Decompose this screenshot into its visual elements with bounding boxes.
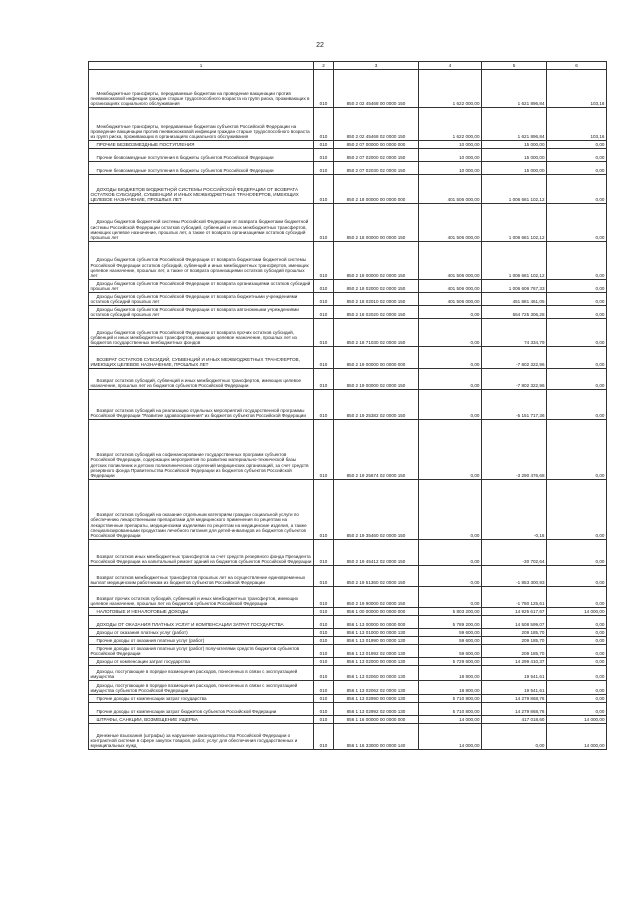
row-name: Межбюджетные трансферты, передаваемые бюджетам субъектов Российской Федерации на проведение вакцинации против пневмококковой инфекции граждан старше трудоспособного возраста из групп риска, проживающих в организациях социального обслуживания <box>89 107 314 140</box>
row-executed-amount: -30 702,64 <box>482 539 547 565</box>
row-admin-code: 010 <box>314 715 334 723</box>
row-approved-amount: 401 506 000,00 <box>419 203 482 241</box>
row-admin-code: 010 <box>314 368 334 389</box>
row-executed-amount: 19 541,61 <box>482 665 547 680</box>
table-row <box>89 657 607 665</box>
row-name: Доходы, поступающие в порядке возмещения расходов, понесенных в связи с эксплуатацией имущества <box>89 665 314 680</box>
row-remaining-amount: 0,00 <box>547 174 607 203</box>
row-budget-code: 850 2 02 45468 02 0000 150 <box>334 107 419 140</box>
row-remaining-amount: 0,00 <box>547 305 607 318</box>
row-executed-amount: 1 621 896,84 <box>482 69 547 107</box>
row-name: Прочие безвозмездные поступления в бюджеты субъектов Российской Федерации <box>89 148 314 161</box>
row-name: Доходы бюджетов субъектов Российской Федерации от возврата прочих остатков субсидий, субвенций и иных межбюджетных трансфертов, имеющих целевое назначение, прошлых лет из бюджетов государственных внебюджетных фондов <box>89 318 314 346</box>
row-executed-amount: 417 018,60 <box>482 715 547 723</box>
row-budget-code: 850 2 18 02000 02 0000 150 <box>334 279 419 292</box>
row-remaining-amount: 0,00 <box>547 346 607 368</box>
table-row <box>89 680 607 694</box>
row-executed-amount: 74 334,79 <box>482 318 547 346</box>
row-budget-code: 850 2 07 02030 02 0000 150 <box>334 161 419 174</box>
row-budget-code: 856 1 16 00000 00 0000 000 <box>334 715 419 723</box>
row-remaining-amount: 0,00 <box>547 161 607 174</box>
row-budget-code: 856 1 13 02060 00 0000 130 <box>334 665 419 680</box>
row-admin-code: 010 <box>314 644 334 657</box>
row-budget-code: 850 2 19 00000 02 0000 150 <box>334 368 419 389</box>
row-name: Прочие доходы от компенсации затрат государства <box>89 694 314 702</box>
row-budget-code: 850 2 18 71030 02 0000 150 <box>334 318 419 346</box>
table-row <box>89 628 607 636</box>
table-row <box>89 419 607 479</box>
row-remaining-amount: 0,00 <box>547 565 607 586</box>
row-remaining-amount: 0,00 <box>547 657 607 665</box>
row-name: Прочие доходы от компенсации затрат бюджетов субъектов Российской Федерации <box>89 702 314 715</box>
row-executed-amount: 14 299 410,37 <box>482 657 547 665</box>
row-admin-code: 010 <box>314 479 334 539</box>
row-budget-code: 850 2 07 00000 00 0000 000 <box>334 140 419 148</box>
table-row <box>89 694 607 702</box>
column-number-row <box>89 62 607 70</box>
row-budget-code: 850 2 18 02020 02 0000 150 <box>334 305 419 318</box>
row-remaining-amount: 0,00 <box>547 680 607 694</box>
row-admin-code: 010 <box>314 539 334 565</box>
row-approved-amount: 5 789 200,00 <box>419 615 482 628</box>
row-admin-code: 010 <box>314 419 334 479</box>
row-admin-code: 010 <box>314 69 334 107</box>
row-name: ДОХОДЫ ОТ ОКАЗАНИЯ ПЛАТНЫХ УСЛУГ И КОМПЕНСАЦИИ ЗАТРАТ ГОСУДАРСТВА <box>89 615 314 628</box>
row-approved-amount: 10 000,00 <box>419 140 482 148</box>
row-remaining-amount: 103,16 <box>547 69 607 107</box>
row-admin-code: 010 <box>314 615 334 628</box>
table-row <box>89 368 607 389</box>
row-budget-code: 850 2 19 45412 02 0000 150 <box>334 539 419 565</box>
table-row <box>89 665 607 680</box>
row-budget-code: 850 2 18 00000 02 0000 150 <box>334 241 419 279</box>
row-remaining-amount: 0,00 <box>547 318 607 346</box>
row-budget-code: 850 2 19 51360 02 0000 150 <box>334 565 419 586</box>
row-admin-code: 010 <box>314 174 334 203</box>
row-executed-amount: 554 725 306,28 <box>482 305 547 318</box>
row-remaining-amount: 0,00 <box>547 292 607 305</box>
row-executed-amount: -5 151 717,36 <box>482 389 547 419</box>
table-row <box>89 636 607 644</box>
row-admin-code: 010 <box>314 161 334 174</box>
row-remaining-amount: 0,00 <box>547 241 607 279</box>
row-admin-code: 010 <box>314 305 334 318</box>
row-approved-amount: 0,00 <box>419 389 482 419</box>
row-approved-amount: 1 622 000,00 <box>419 107 482 140</box>
row-approved-amount: 5 729 600,00 <box>419 657 482 665</box>
row-remaining-amount: 0,00 <box>547 140 607 148</box>
row-executed-amount: 14 279 868,76 <box>482 702 547 715</box>
row-name: Прочие безвозмездные поступления в бюджеты субъектов Российской Федерации <box>89 161 314 174</box>
row-remaining-amount: 0,00 <box>547 615 607 628</box>
row-executed-amount: 209 185,70 <box>482 636 547 644</box>
row-budget-code: 850 2 02 45468 00 0000 150 <box>334 69 419 107</box>
row-name: Доходы бюджетов субъектов Российской Федерации от возврата бюджетными учреждениями остатков субсидий прошлых лет <box>89 292 314 305</box>
row-remaining-amount: 0,00 <box>547 148 607 161</box>
row-admin-code: 010 <box>314 586 334 607</box>
row-remaining-amount: 0,00 <box>547 368 607 389</box>
row-approved-amount: 0,00 <box>419 368 482 389</box>
revenue-table <box>88 61 607 750</box>
row-admin-code: 010 <box>314 565 334 586</box>
row-executed-amount: 14 279 868,76 <box>482 694 547 702</box>
row-admin-code: 010 <box>314 680 334 694</box>
row-approved-amount: 0,00 <box>419 419 482 479</box>
row-remaining-amount: 0,00 <box>547 636 607 644</box>
row-approved-amount: 14 000,00 <box>419 715 482 723</box>
row-name: ВОЗВРАТ ОСТАТКОВ СУБСИДИЙ, СУБВЕНЦИЙ И ИНЫХ МЕЖБЮДЖЕТНЫХ ТРАНСФЕРТОВ, ИМЕЮЩИХ ЦЕЛЕВОЕ НАЗНАЧЕНИЕ, ПРОШЛЫХ ЛЕТ <box>89 346 314 368</box>
table-row <box>89 148 607 161</box>
table-row <box>89 389 607 419</box>
row-name: ПРОЧИЕ БЕЗВОЗМЕЗДНЫЕ ПОСТУПЛЕНИЯ <box>89 140 314 148</box>
row-executed-amount: 1 006 681 102,12 <box>482 203 547 241</box>
row-executed-amount: 209 185,70 <box>482 628 547 636</box>
row-budget-code: 856 1 13 00000 00 0000 000 <box>334 615 419 628</box>
column-number: 1 <box>89 62 314 70</box>
row-name: Доходы бюджетов субъектов Российской Федерации от возврата организациями остатков субсидий прошлых лет <box>89 279 314 292</box>
row-executed-amount: 14 508 599,07 <box>482 615 547 628</box>
row-admin-code: 010 <box>314 389 334 419</box>
row-remaining-amount: 0,00 <box>547 419 607 479</box>
row-name: ШТРАФЫ, САНКЦИИ, ВОЗМЕЩЕНИЕ УЩЕРБА <box>89 715 314 723</box>
row-approved-amount: 0,00 <box>419 565 482 586</box>
row-name: Возврат остатков субсидий на реализацию отдельных мероприятий государственной программы Российской Федерации "Развитие здравоохранения" из бюджетов субъектов Российской Федерации <box>89 389 314 419</box>
column-number: 3 <box>334 62 419 70</box>
row-approved-amount: 0,00 <box>419 479 482 539</box>
row-admin-code: 010 <box>314 694 334 702</box>
column-number: 4 <box>419 62 482 70</box>
row-executed-amount: 1 621 896,84 <box>482 107 547 140</box>
row-approved-amount: 59 600,00 <box>419 628 482 636</box>
row-remaining-amount: 0,00 <box>547 628 607 636</box>
row-remaining-amount: 0,00 <box>547 479 607 539</box>
column-number: 2 <box>314 62 334 70</box>
row-executed-amount: 15 000,00 <box>482 140 547 148</box>
table-row <box>89 203 607 241</box>
row-approved-amount: 5 803 200,00 <box>419 607 482 615</box>
row-executed-amount: 15 000,00 <box>482 148 547 161</box>
row-admin-code: 010 <box>314 279 334 292</box>
row-executed-amount: 0,00 <box>482 723 547 749</box>
row-name: Прочие доходы от оказания платных услуг (работ) <box>89 636 314 644</box>
row-admin-code: 010 <box>314 346 334 368</box>
row-executed-amount: 14 925 617,67 <box>482 607 547 615</box>
row-executed-amount: -1 853 300,93 <box>482 565 547 586</box>
row-name: Возврат прочих остатков субсидий, субвенций и иных межбюджетных трансфертов, имеющих целевое назначение, прошлых лет из бюджетов субъектов Российской Федерации <box>89 586 314 607</box>
row-budget-code: 856 1 16 33000 00 0000 140 <box>334 723 419 749</box>
table-row <box>89 346 607 368</box>
table-row <box>89 174 607 203</box>
row-admin-code: 010 <box>314 657 334 665</box>
table-row <box>89 615 607 628</box>
table-row <box>89 702 607 715</box>
table-row <box>89 161 607 174</box>
row-approved-amount: 5 710 800,00 <box>419 694 482 702</box>
table-row <box>89 140 607 148</box>
row-budget-code: 850 2 19 25382 02 0000 150 <box>334 389 419 419</box>
row-budget-code: 856 1 13 01992 02 0000 130 <box>334 644 419 657</box>
table-row <box>89 723 607 749</box>
row-admin-code: 010 <box>314 203 334 241</box>
row-name: Возврат остатков субсидий, субвенций и иных межбюджетных трансфертов, имеющих целевое назначение, прошлых лет из бюджетов субъектов Российской Федерации <box>89 368 314 389</box>
row-remaining-amount: 0,00 <box>547 389 607 419</box>
row-budget-code: 850 2 19 25674 02 0000 150 <box>334 419 419 479</box>
row-name: Доходы бюджетов бюджетной системы Российской Федерации от возврата бюджетами бюджетной системы Российской Федерации остатков субсидий, субвенций и иных межбюджетных трансфертов, имеющих целевое назначение, прошлых лет, а также от возврата организациями остатков субсидий прошлых лет <box>89 203 314 241</box>
table-row <box>89 318 607 346</box>
row-name: Возврат остатков субсидий на софинансирование государственных программ субъектов Российской Федерации, содержащих мероприятия по развитию материально-технической базы детских поликлиник и детских поликлинических отделений медицинских организаций, за счет средств резервного фонда Правительства Российской Федерации из бюджетов субъектов Российской Федерации <box>89 419 314 479</box>
row-budget-code: 850 2 19 00000 00 0000 000 <box>334 346 419 368</box>
table-row <box>89 241 607 279</box>
row-remaining-amount: 0,00 <box>547 539 607 565</box>
row-remaining-amount: 0,00 <box>547 279 607 292</box>
row-executed-amount: 19 541,61 <box>482 680 547 694</box>
row-name: Возврат остатков межбюджетных трансфертов прошлых лет на осуществление единовременных выплат медицинским работникам из бюджетов субъектов Российской Федерации <box>89 565 314 586</box>
row-name: Возврат остатков иных межбюджетных трансфертов за счет средств резервного фонда Президента Российской Федерации на капитальный ремонт зданий из бюджетов субъектов Российской Федерации <box>89 539 314 565</box>
row-admin-code: 010 <box>314 292 334 305</box>
row-name: Доходы от компенсации затрат государства <box>89 657 314 665</box>
table-row <box>89 479 607 539</box>
row-budget-code: 850 2 19 90000 02 0000 150 <box>334 586 419 607</box>
row-name: Денежные взыскания (штрафы) за нарушение законодательства Российской Федерации о контрактной системе в сфере закупок товаров, работ, услуг для обеспечения государственных и муниципальных нужд <box>89 723 314 749</box>
row-executed-amount: 209 185,70 <box>482 644 547 657</box>
row-approved-amount: 0,00 <box>419 586 482 607</box>
table-row <box>89 279 607 292</box>
row-admin-code: 010 <box>314 702 334 715</box>
row-remaining-amount: 103,16 <box>547 107 607 140</box>
row-executed-amount: -7 802 322,96 <box>482 368 547 389</box>
row-executed-amount: 1 006 606 767,33 <box>482 279 547 292</box>
row-admin-code: 010 <box>314 665 334 680</box>
row-executed-amount: 1 006 681 102,12 <box>482 241 547 279</box>
row-approved-amount: 18 800,00 <box>419 680 482 694</box>
table-row <box>89 305 607 318</box>
row-budget-code: 856 1 13 02000 00 0000 130 <box>334 657 419 665</box>
table-body <box>89 69 607 749</box>
row-budget-code: 850 2 18 00000 00 0000 000 <box>334 174 419 203</box>
row-executed-amount: 15 000,00 <box>482 161 547 174</box>
row-remaining-amount: 14 000,00 <box>547 607 607 615</box>
row-remaining-amount: 0,00 <box>547 694 607 702</box>
row-approved-amount: 401 506 000,00 <box>419 279 482 292</box>
row-remaining-amount: 0,00 <box>547 644 607 657</box>
row-name: Межбюджетные трансферты, передаваемые бюджетам на проведение вакцинации против пневмококковой инфекции граждан старше трудоспособного возраста из групп риска, проживающих в организациях социального обслуживания <box>89 69 314 107</box>
row-approved-amount: 10 000,00 <box>419 148 482 161</box>
row-admin-code: 010 <box>314 241 334 279</box>
row-approved-amount: 10 000,00 <box>419 161 482 174</box>
row-executed-amount: 1 006 681 102,12 <box>482 174 547 203</box>
table-row <box>89 107 607 140</box>
row-budget-code: 856 1 13 02062 02 0000 130 <box>334 680 419 694</box>
row-remaining-amount: 14 000,00 <box>547 715 607 723</box>
row-budget-code: 856 1 00 00000 00 0000 000 <box>334 607 419 615</box>
row-budget-code: 856 1 13 02992 02 0000 130 <box>334 702 419 715</box>
row-approved-amount: 5 710 800,00 <box>419 702 482 715</box>
row-admin-code: 010 <box>314 140 334 148</box>
row-approved-amount: 0,00 <box>419 305 482 318</box>
row-admin-code: 010 <box>314 318 334 346</box>
row-budget-code: 850 2 18 00000 00 0000 150 <box>334 203 419 241</box>
table-row <box>89 69 607 107</box>
table-row <box>89 292 607 305</box>
row-remaining-amount: 0,00 <box>547 702 607 715</box>
table-row <box>89 565 607 586</box>
row-name: ДОХОДЫ БЮДЖЕТОВ БЮДЖЕТНОЙ СИСТЕМЫ РОССИЙСКОЙ ФЕДЕРАЦИИ ОТ ВОЗВРАТА ОСТАТКОВ СУБСИДИЙ, СУБВЕНЦИЙ И ИНЫХ МЕЖБЮДЖЕТНЫХ ТРАНСФЕРТОВ, ИМЕЮЩИХ ЦЕЛЕВОЕ НАЗНАЧЕНИЕ, ПРОШЛЫХ ЛЕТ <box>89 174 314 203</box>
row-admin-code: 010 <box>314 723 334 749</box>
row-admin-code: 010 <box>314 636 334 644</box>
row-budget-code: 856 1 13 02990 00 0000 130 <box>334 694 419 702</box>
row-approved-amount: 401 506 000,00 <box>419 174 482 203</box>
row-budget-code: 850 2 18 02010 02 0000 150 <box>334 292 419 305</box>
row-name: Прочие доходы от оказания платных услуг (работ) получателями средств бюджетов субъектов Российской Федерации <box>89 644 314 657</box>
row-budget-code: 850 2 07 02000 02 0000 150 <box>334 148 419 161</box>
page-number: 22 <box>316 42 324 49</box>
row-admin-code: 010 <box>314 148 334 161</box>
row-approved-amount: 0,00 <box>419 346 482 368</box>
column-number: 6 <box>547 62 607 70</box>
row-name: Возврат остатков субсидий на оказание отдельным категориям граждан социальной услуги по обеспечению лекарственными препаратами для медицинского применения по рецептам на лекарственные препараты, медицинскими изделиями по рецептам на медицинские изделия, а также специализированными продуктами лечебного питания для детей-инвалидов из бюджетов субъектов Российской Федерации <box>89 479 314 539</box>
row-admin-code: 010 <box>314 107 334 140</box>
row-approved-amount: 18 800,00 <box>419 665 482 680</box>
row-approved-amount: 14 000,00 <box>419 723 482 749</box>
row-approved-amount: 0,00 <box>419 318 482 346</box>
row-admin-code: 010 <box>314 628 334 636</box>
row-name: Доходы бюджетов субъектов Российской Федерации от возврата автономными учреждениями остатков субсидий прошлых лет <box>89 305 314 318</box>
row-approved-amount: 1 622 000,00 <box>419 69 482 107</box>
table-row <box>89 607 607 615</box>
table-row <box>89 539 607 565</box>
row-remaining-amount: 14 000,00 <box>547 723 607 749</box>
row-name: Доходы от оказания платных услуг (работ) <box>89 628 314 636</box>
row-budget-code: 850 2 19 35460 02 0000 150 <box>334 479 419 539</box>
row-name: НАЛОГОВЫЕ И НЕНАЛОГОВЫЕ ДОХОДЫ <box>89 607 314 615</box>
row-executed-amount: -0,16 <box>482 479 547 539</box>
column-number: 5 <box>482 62 547 70</box>
row-approved-amount: 59 600,00 <box>419 636 482 644</box>
row-remaining-amount: 0,00 <box>547 586 607 607</box>
table-row <box>89 586 607 607</box>
row-budget-code: 856 1 13 01000 00 0000 130 <box>334 628 419 636</box>
row-executed-amount: -7 802 322,96 <box>482 346 547 368</box>
row-admin-code: 010 <box>314 607 334 615</box>
row-executed-amount: 451 881 461,05 <box>482 292 547 305</box>
row-budget-code: 856 1 13 01990 00 0000 130 <box>334 636 419 644</box>
row-name: Доходы бюджетов субъектов Российской Федерации от возврата бюджетами бюджетной системы Российской Федерации остатков субсидий, субвенций и иных межбюджетных трансфертов, имеющих целевое назначение, прошлых лет, а также от возврата организациями остатков субсидий прошлых лет <box>89 241 314 279</box>
row-approved-amount: 59 600,00 <box>419 644 482 657</box>
row-approved-amount: 401 506 000,00 <box>419 241 482 279</box>
row-name: Доходы, поступающие в порядке возмещения расходов, понесенных в связи с эксплуатацией имущества субъектов Российской Федерации <box>89 680 314 694</box>
row-approved-amount: 401 506 000,00 <box>419 292 482 305</box>
table-row <box>89 644 607 657</box>
row-remaining-amount: 0,00 <box>547 665 607 680</box>
row-remaining-amount: 0,00 <box>547 203 607 241</box>
table-row <box>89 715 607 723</box>
row-executed-amount: -3 290 476,68 <box>482 419 547 479</box>
row-executed-amount: -1 780 125,61 <box>482 586 547 607</box>
row-approved-amount: 0,00 <box>419 539 482 565</box>
